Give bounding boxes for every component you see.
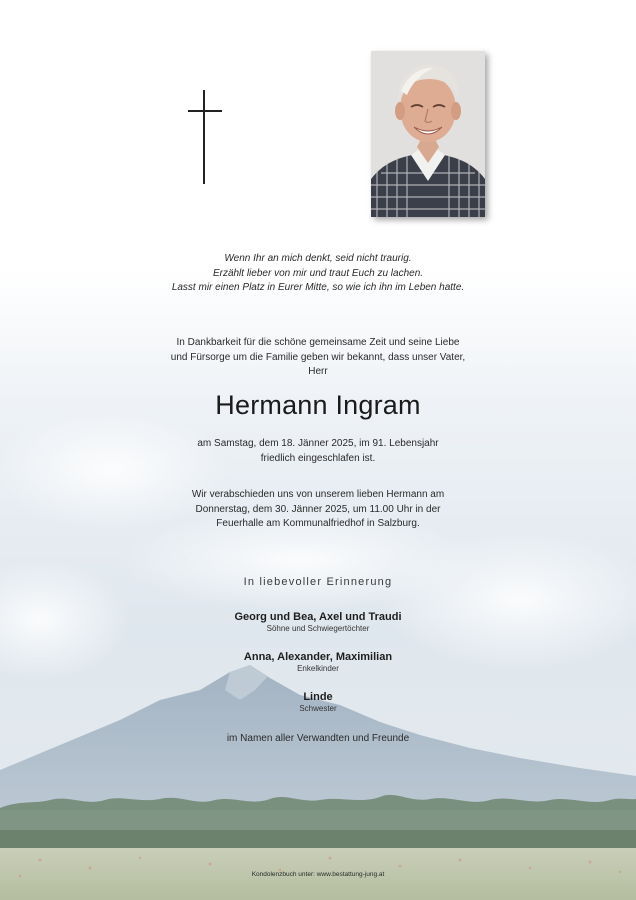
family-role: Söhne und Schwiegertöchter	[266, 624, 370, 633]
poem-line: Lasst mir einen Platz in Eurer Mitte, so wie ich ihn im Leben hatte.	[171, 282, 465, 294]
death-line: am Samstag, dem 18. Jänner 2025, im 91. Lebensjahr	[197, 438, 439, 449]
death-line: friedlich eingeschlafen ist.	[260, 452, 376, 464]
intro-line: Herr	[308, 366, 328, 378]
portrait-photo	[371, 51, 485, 217]
family-entry	[0, 690, 636, 714]
memory-heading: In liebevoller Erinnerung	[243, 576, 393, 588]
deceased-name: Hermann Ingram	[215, 390, 421, 420]
funeral-line: Feuerhalle am Kommunalfriedhof in Salzburg.	[216, 518, 420, 530]
funeral-line: Wir verabschieden uns von unserem lieben Hermann am	[191, 489, 445, 500]
death-notice	[0, 437, 636, 466]
intro-line: und Fürsorge um die Familie geben wir bekannt, dass unser Vater,	[170, 351, 466, 363]
family-entry	[0, 650, 636, 674]
funeral-line: Donnerstag, dem 30. Jänner 2025, um 11.00 Uhr in der	[195, 503, 441, 515]
family-role: Enkelkinder	[297, 664, 339, 673]
family-entry	[0, 610, 636, 634]
intro-block	[0, 336, 636, 380]
family-names: Anna, Alexander, Maximilian	[243, 651, 393, 663]
relatives-line: im Namen aller Verwandten und Freunde	[226, 733, 410, 744]
family-names: Linde	[303, 691, 333, 703]
intro-line: In Dankbarkeit für die schöne gemeinsame Zeit und seine Liebe	[176, 337, 460, 348]
family-role: Schwester	[299, 704, 337, 713]
family-names: Georg und Bea, Axel und Traudi	[234, 611, 402, 623]
funeral-notice	[0, 488, 636, 532]
condolence-link[interactable]: Kondolenzbuch unter: www.bestattung-jung.at	[251, 871, 385, 878]
poem-block	[0, 252, 636, 296]
cross-icon	[184, 90, 224, 186]
poem-line: Wenn Ihr an mich denkt, seid nicht traurig.	[224, 253, 412, 264]
portrait-illustration	[371, 51, 485, 217]
poem-line: Erzählt lieber von mir und traut Euch zu lachen.	[212, 267, 424, 279]
